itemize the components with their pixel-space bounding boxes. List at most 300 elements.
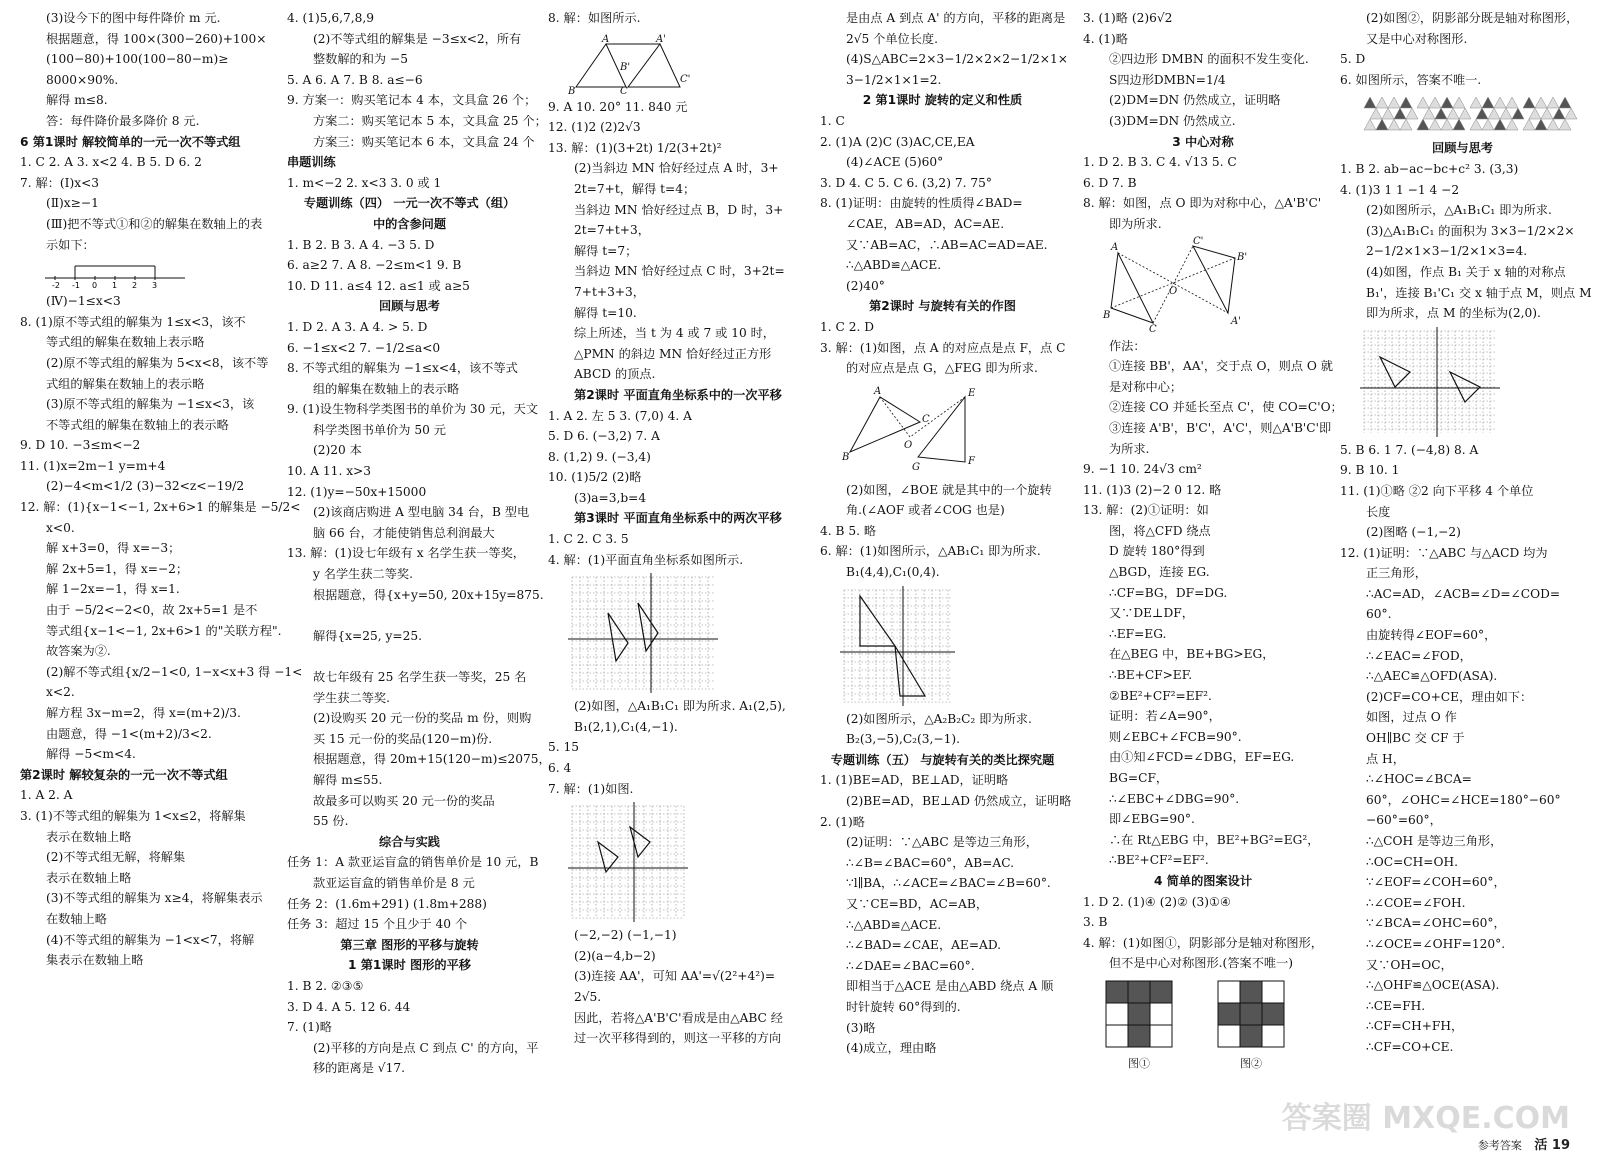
answer-line: 9. 方案一：购买笔记本 4 本，文具盒 26 个； <box>287 93 537 108</box>
answer-line: B₂(3,−5),C₂(3,−1). <box>846 732 961 747</box>
answer-line: 根据题意，得 100×(300−260)+100× <box>46 31 267 46</box>
answer-line: (2)证明：∵△ABC 是等边三角形， <box>846 835 1038 850</box>
section-heading: 第2课时 与旋转有关的作图 <box>869 299 1016 314</box>
answer-line: (2)如图，△A₁B₁C₁ 即为所求. A₁(2,5), <box>574 699 786 714</box>
section-heading: 6 第1课时 解较简单的一元一次不等式组 <box>20 134 241 149</box>
answer-line: 是对称中心； <box>1109 379 1183 394</box>
answer-line: ∴AC=AD，∠ACB=∠D=∠COD= <box>1366 586 1561 601</box>
answer-line: (4)不等式组的解集为 −1<x<7，将解 <box>46 932 255 947</box>
answer-line: 因此，若将△A'B'C'看成是由△ABC 经 <box>574 1010 783 1025</box>
answer-line: 等式组{x−1<−1, 2x+6>1 的"关联方程". <box>46 623 282 638</box>
answer-line: 8. 不等式组的解集为 −1≤x<4，该不等式 <box>287 361 518 376</box>
figure-label: C <box>922 413 930 425</box>
answer-line: 解得 m≤8. <box>46 93 108 108</box>
column-4 <box>820 8 1072 1123</box>
answer-line: 解得 m≤55. <box>313 772 383 787</box>
column-2 <box>287 8 551 1123</box>
tile-pattern-figure <box>1215 978 1287 1071</box>
answer-line: 5. 15 <box>548 740 580 755</box>
answer-line: (3)a=3,b=4 <box>574 490 647 505</box>
answer-line: 又∵DE⊥DF， <box>1109 606 1194 621</box>
answer-line: 5. A 6. A 7. B 8. a≤−6 <box>287 72 423 87</box>
answer-line: 在△BEG 中，BE+BG>EG， <box>1109 647 1275 662</box>
answer-line: (2)不等式组无解，将解集 <box>46 850 186 865</box>
section-heading: 综合与实践 <box>379 834 440 849</box>
answer-line: (3)不等式组的解集为 x≥4，将解集表示 <box>46 891 263 906</box>
footer-label: 参考答案 <box>1477 1139 1522 1152</box>
answer-line: ∴∠DAE=∠BAC=60°. <box>846 958 975 973</box>
number-line-figure <box>40 258 190 291</box>
answer-line: 8. (1)证明：由旋转的性质得∠BAD= <box>820 196 1023 211</box>
answer-line: S四边形DMBN=1/4 <box>1109 72 1226 87</box>
number-line-tick: 0 <box>92 281 98 291</box>
answer-line: 1. B 2. B 3. A 4. −3 5. D <box>287 237 435 252</box>
section-heading: 中的含参问题 <box>372 216 447 231</box>
column-3 <box>548 8 808 1123</box>
answer-line: 解得 t=7； <box>574 243 638 258</box>
column-1 <box>20 8 303 1123</box>
answer-line: 在数轴上略 <box>46 911 107 926</box>
answer-line: 8. (1)原不等式组的解集为 1≤x<3，该不 <box>20 314 246 329</box>
answer-line: ∴CF=CO+CE. <box>1366 1039 1454 1054</box>
answer-line: 任务 2：(1.6m+291) (1.8m+288) <box>287 896 487 911</box>
answer-line: 整数解的和为 −5 <box>313 52 408 67</box>
answer-line: 解得{x=25, y=25. <box>313 628 422 643</box>
number-line-tick: 3 <box>152 281 158 291</box>
answer-line: (3)△A₁B₁C₁ 的面积为 3×3−1/2×2× <box>1366 223 1575 238</box>
answer-line: 脑 66 台，才能使销售总利润最大 <box>313 525 495 540</box>
coordinate-grid-figure <box>1360 327 1500 437</box>
answer-line: 3. 解：(1)如图，点 A 的对应点是点 F，点 C <box>820 340 1066 355</box>
answer-line: (Ⅳ)−1≤x<3 <box>46 294 121 309</box>
answer-line: 2. (1)略 <box>820 814 865 829</box>
answer-line: 方案三：购买笔记本 6 本，文具盒 24 个 <box>313 134 535 149</box>
answer-line: (2)DM=DN 仍然成立，证明略 <box>1109 93 1281 108</box>
answer-line: 4. 解：(1)如图①，阴影部分是轴对称图形， <box>1083 935 1323 950</box>
answer-line: (100−80)+100(100−80−m)≥ <box>46 52 229 67</box>
answer-line: 1. C 2. C 3. 5 <box>548 532 629 547</box>
answer-line: 即相当于△ACE 是由△ABD 绕点 A 顺 <box>846 979 1054 994</box>
answer-line: 任务 3：超过 15 个且少于 40 个 <box>287 917 468 932</box>
answer-line: 1. C 2. D <box>820 319 874 334</box>
answer-line: 角.(∠AOF 或者∠COG 也是) <box>846 503 1005 518</box>
answer-line: 10. A 11. x>3 <box>287 464 372 479</box>
figure-label: C' <box>680 73 691 85</box>
answer-line: 11. (1)3 (2)−2 0 12. 略 <box>1083 482 1222 497</box>
answer-line: (2)(a−4,b−2) <box>574 948 656 963</box>
answer-line: (3)DM=DN 仍然成立. <box>1109 113 1236 128</box>
answer-line: ABCD 的顶点. <box>574 367 656 382</box>
answer-line: ∠CAE，AB=AD，AC=AE. <box>846 216 1005 231</box>
answer-line: 12. (1)2 (2)2√3 <box>548 120 641 135</box>
figure-label: B' <box>620 61 631 73</box>
answer-line: 由于 −5/2<−2<0，故 2x+5=1 是不 <box>46 603 258 618</box>
answer-line: (2)如图②，阴影部分既是轴对称图形， <box>1366 11 1579 25</box>
answer-line: ∴∠HOC=∠BCA= <box>1366 772 1472 787</box>
answer-line: 4. (1)略 <box>1083 31 1128 46</box>
answer-line: 但不是中心对称图形.(答案不唯一) <box>1109 956 1294 971</box>
answer-line: 组的解集在数轴上的表示略 <box>313 381 460 396</box>
figure-label: A <box>1111 241 1119 253</box>
answer-line: 即为所求. <box>1109 216 1162 231</box>
answer-line: 是由点 A 到点 A' 的方向，平移的距离是 <box>846 11 1066 25</box>
answer-line: 为所求. <box>1109 441 1150 456</box>
answer-line: (4)∠ACE (5)60° <box>846 155 944 170</box>
answer-line: 证明：若∠A=90°， <box>1109 709 1221 724</box>
answer-line: ②四边形 DMBN 的面积不发生变化. <box>1109 52 1309 67</box>
answer-line: 式组的解集在数轴上的表示略 <box>46 376 205 391</box>
answer-line: 解 1−2x=−1，得 x=1. <box>46 582 180 597</box>
answer-line: ∴CE=FH. <box>1366 998 1426 1013</box>
answer-line: 3. B <box>1083 915 1108 930</box>
answer-line: 则∠EBC+∠FCB=90°. <box>1109 729 1242 744</box>
answer-line: (4)S△ABC=2×3−1/2×2×2−1/2×1× <box>846 52 1068 67</box>
answer-line: (2)不等式组的解集是 −3≤x<2，所有 <box>313 31 522 46</box>
answer-line: 移的距离是 √17. <box>313 1061 405 1076</box>
answer-line: 60°. <box>1366 607 1392 622</box>
answer-line: (3)原不等式组的解集为 −1≤x<3，该 <box>46 397 255 412</box>
answer-line: ∴∠BAD=∠CAE，AE=AD. <box>846 938 1002 953</box>
answer-line: D 旋转 180°得到 <box>1109 544 1205 559</box>
answer-line: ∴EF=EG. <box>1109 626 1167 641</box>
answer-line: 故最多可以购买 20 元一份的奖品 <box>313 793 495 808</box>
section-heading: 回顾与思考 <box>379 299 440 314</box>
number-line-tick: -2 <box>52 281 60 291</box>
answer-line: 解方程 3x−m=2，得 x=(m+2)/3. <box>46 706 241 720</box>
answer-line: 科学类图书单价为 50 元 <box>313 422 446 437</box>
figure-label: A <box>602 33 610 45</box>
answer-line: 9. −1 10. 24√3 cm² <box>1083 462 1202 477</box>
answer-line: 又∵OH=OC， <box>1366 957 1453 972</box>
coordinate-grid-figure <box>568 573 718 693</box>
section-heading: 第2课时 解较复杂的一元一次不等式组 <box>20 767 228 782</box>
answer-line: (2)20 本 <box>313 443 362 458</box>
answer-line: (2)如图所示，△A₂B₂C₂ 即为所求. <box>846 711 1032 726</box>
figure-label: B <box>842 451 850 463</box>
answer-line: 55 份. <box>313 814 349 829</box>
answer-line: ∴∠EAC=∠FOD， <box>1366 648 1472 663</box>
answer-line: 9. (1)设生物科学类图书的单价为 30 元，天文 <box>287 402 539 417</box>
answer-line: (3)略 <box>846 1020 876 1035</box>
answer-line: 解 x+3=0，得 x=−3； <box>46 541 181 556</box>
answer-line: x<2. <box>46 685 75 700</box>
answer-line: 2t=7+t+3， <box>574 223 650 238</box>
triangle-pattern-figure <box>1360 93 1575 135</box>
answer-line: 6. −1≤x<2 7. −1/2≤a<0 <box>287 340 441 355</box>
answer-line: (Ⅱ)x≥−1 <box>46 196 99 211</box>
figure-label: B' <box>1237 251 1248 263</box>
answer-line: 12. 解：(1){x−1<−1, 2x+6>1 的解集是 −5/2< <box>20 500 301 515</box>
central-symmetry-figure <box>1103 235 1253 335</box>
tile-caption: 图① <box>1128 1056 1150 1070</box>
answer-line: 故答案为②. <box>46 644 111 659</box>
figure-label: A <box>874 385 882 397</box>
answer-line: 任务 1：A 款亚运盲盒的销售单价是 10 元，B <box>287 855 539 870</box>
answer-line: 款亚运盲盒的销售单价是 8 元 <box>313 875 475 890</box>
answer-line: (2)该商店购进 A 型电脑 34 台，B 型电 <box>313 505 530 520</box>
answer-line: (2)解不等式组{x/2−1<0, 1−x<x+3 得 −1< <box>46 664 303 679</box>
answer-line: 表示在数轴上略 <box>46 829 132 844</box>
page-footer <box>1478 1134 1570 1153</box>
answer-line: 6. 如图所示，答案不唯一. <box>1340 72 1482 87</box>
answer-line: ∵∠BCA=∠OHC=60°， <box>1366 916 1506 931</box>
tile-caption: 图② <box>1240 1056 1262 1070</box>
answer-line: 1. C <box>820 113 845 128</box>
answer-line: 12. (1)y=−50x+15000 <box>287 484 427 499</box>
answer-line: 3. D 4. A 5. 12 6. 44 <box>287 999 411 1014</box>
answer-line: 9. A 10. 20° 11. 840 元 <box>548 99 688 114</box>
answer-line: 时针旋转 60°得到的. <box>846 999 961 1014</box>
answer-line <box>287 646 532 667</box>
answer-line: 又∵AB=AC，∴AB=AC=AD=AE. <box>846 237 1048 252</box>
answer-line: 3. (1)略 (2)6√2 <box>1083 11 1173 25</box>
answer-line: ∵∠EOF=∠COH=60°， <box>1366 875 1506 890</box>
answer-line: 综上所述，当 t 为 4 或 7 或 10 时， <box>574 326 775 341</box>
answer-line: 解得 −5<m<4. <box>46 747 136 762</box>
number-line-tick: 2 <box>132 281 138 291</box>
answer-line <box>287 605 532 626</box>
answer-line: 点 H， <box>1366 751 1405 766</box>
answer-line: 1. D 2. A 3. A 4. > 5. D <box>287 319 428 334</box>
answer-line: 7. 解：(Ⅰ)x<3 <box>20 175 100 190</box>
column-6 <box>1340 8 1592 1123</box>
answer-line: ∴BE+CF>EF. <box>1109 668 1193 683</box>
answer-line: 11. (1)x=2m−1 y=m+4 <box>20 458 166 473</box>
answer-line: 3−1/2×1×1=2. <box>846 72 942 87</box>
answer-line: 1. B 2. ②③⑤ <box>287 978 364 993</box>
answer-line: 由旋转得∠EOF=60°， <box>1366 628 1497 643</box>
answer-line: 8000×90%. <box>46 72 119 87</box>
answer-line: ∴在 Rt△EBG 中，BE²+BG²=EG²， <box>1109 832 1320 847</box>
watermark: 答案圈 MXQE.COM <box>1281 1101 1570 1136</box>
answer-line: 解得 t=10. <box>574 305 637 320</box>
tile-pattern-figure <box>1103 978 1175 1071</box>
answer-line: (2)平移的方向是点 C 到点 C' 的方向，平 <box>313 1040 539 1055</box>
figure-label: C <box>620 85 628 97</box>
answer-line: 答：每件降价最多降价 8 元. <box>46 113 200 128</box>
section-heading: 串题训练 <box>287 155 336 170</box>
section-heading: 2 第1课时 旋转的定义和性质 <box>862 93 1023 108</box>
figure-label: E <box>968 387 976 399</box>
answer-line: 7+t+3+3， <box>574 284 645 299</box>
answer-line: 1. m<−2 2. x<3 3. 0 或 1 <box>287 175 442 190</box>
section-heading: 回顾与思考 <box>1432 141 1493 156</box>
number-line-tick: -1 <box>72 281 80 291</box>
answer-line: 4. B 5. 略 <box>820 523 877 538</box>
section-heading: 第2课时 平面直角坐标系中的一次平移 <box>574 387 782 402</box>
answer-line: 5. D 6. (−3,2) 7. A <box>548 429 660 444</box>
figure-label: B <box>1103 309 1111 321</box>
answer-line: ∴CF=BG，DF=DG. <box>1109 585 1228 600</box>
column-5 <box>1083 8 1343 1123</box>
answer-line: 6. 4 <box>548 761 572 776</box>
answer-line: 长度 <box>1366 504 1391 519</box>
answer-line: (−2,−2) (−1,−1) <box>574 928 677 943</box>
figure-label: A' <box>656 33 666 45</box>
number-line-tick: 1 <box>112 281 118 291</box>
answer-line: 10. (1)5/2 (2)略 <box>548 470 642 485</box>
answer-line: ②连接 CO 并延长至点 C'，使 CO=C'O； <box>1109 400 1343 415</box>
answer-line: 1. D 2. B 3. C 4. √13 5. C <box>1083 155 1237 170</box>
answer-line: 学生获二等奖. <box>313 690 390 705</box>
answer-line: 作法： <box>1109 338 1146 353</box>
answer-line: (2)原不等式组的解集为 5<x<8，该不等 <box>46 355 269 370</box>
figure-label: O <box>1169 285 1178 297</box>
answer-line: 8. 解：如图，点 O 即为对称中心，△A'B'C' <box>1083 196 1322 211</box>
answer-line: 集表示在数轴上略 <box>46 953 144 968</box>
answer-line: 的对应点是点 G，△FEG 即为所求. <box>846 361 1038 376</box>
section-heading: 专题训练（五） 与旋转有关的类比探究题 <box>830 752 1055 767</box>
answer-line: 2√5 个单位长度. <box>846 31 938 46</box>
answer-line: BG=CF， <box>1109 771 1169 785</box>
answer-line: 1. C 2. A 3. x<2 4. B 5. D 6. 2 <box>20 155 202 170</box>
section-heading: 3 中心对称 <box>1172 134 1234 149</box>
answer-line: (2)40° <box>846 278 885 293</box>
answer-line: ②BE²+CF²=EF². <box>1109 688 1212 703</box>
answer-line: ∴△AEC≌△OFD(ASA). <box>1366 669 1498 684</box>
answer-line: 即为所求，点 M 的坐标为(2,0). <box>1366 306 1541 321</box>
answer-line: 又是中心对称图形. <box>1366 31 1468 46</box>
answer-line: 3. (1)不等式组的解集为 1<x≤2，将解集 <box>20 808 246 823</box>
answer-line: (2)当斜边 MN 恰好经过点 A 时，3+ <box>574 161 779 176</box>
coordinate-grid-figure <box>568 802 688 922</box>
answer-line: 由题意，得 −1<(m+2)/3<2. <box>46 726 212 741</box>
answer-line: 6. a≥2 7. A 8. −2≤m<1 9. B <box>287 258 462 273</box>
answer-line: 7. (1)略 <box>287 1020 332 1035</box>
answer-line: (2)BE=AD，BE⊥AD 仍然成立，证明略 <box>846 794 1072 809</box>
answer-line: 2√5. <box>574 990 602 1004</box>
answer-line: 8. (1,2) 9. (−3,4) <box>548 449 651 464</box>
answer-line: 10. D 11. a≤4 12. a≤1 或 a≥5 <box>287 278 470 293</box>
answer-line: ③连接 A'B'，B'C'，A'C'，则△A'B'C'即 <box>1109 420 1332 435</box>
answer-line: 5. B 6. 1 7. (−4,8) 8. A <box>1340 442 1479 457</box>
answer-line: 1. A 2. 左 5 3. (7,0) 4. A <box>548 408 692 423</box>
translation-figure <box>568 32 698 97</box>
answer-line: (4)成立，理由略 <box>846 1041 937 1056</box>
tile-grid <box>1103 978 1175 1050</box>
answer-line: 图，将△CFD 绕点 <box>1109 523 1211 538</box>
answer-line: ∴△COH 是等边三角形， <box>1366 834 1503 848</box>
answer-line: 13. 解：(2)①证明：如 <box>1083 503 1209 518</box>
answer-line: (Ⅲ)把不等式①和②的解集在数轴上的表 <box>46 216 263 231</box>
figure-label: C' <box>1193 235 1204 247</box>
answer-line: 2. (1)A (2)C (3)AC,CE,EA <box>820 134 975 149</box>
answer-line: B₁(4,4),C₁(0,4). <box>846 565 940 580</box>
answer-line: △BGD，连接 EG. <box>1109 565 1210 580</box>
answer-line: 当斜边 MN 恰好经过点 B，D 时，3+ <box>574 202 784 217</box>
answer-line: 13. 解：(1)(3+2t) 1/2(3+2t)² <box>548 140 722 155</box>
answer-line: 2−1/2×1×3−1/2×1×3=4. <box>1366 244 1528 259</box>
answer-line: 6. D 7. B <box>1083 175 1137 190</box>
answer-line: 4. 解：(1)平面直角坐标系如图所示. <box>548 552 744 567</box>
section-heading: 第3课时 平面直角坐标系中的两次平移 <box>574 511 782 526</box>
answer-line: 5. D <box>1340 52 1366 67</box>
figure-label: B <box>568 85 576 97</box>
answer-line: ∵l∥BA，∴∠ACE=∠BAC=∠B=60°. <box>846 876 1051 891</box>
answer-line: 7. 解：(1)如图. <box>548 781 634 796</box>
figure-label: C <box>1149 323 1157 335</box>
rotation-figure <box>840 382 990 477</box>
answer-line: 13. 解：(1)设七年级有 x 名学生获一等奖， <box>287 546 525 561</box>
answer-line: ∴BE²+CF²=EF². <box>1109 853 1209 868</box>
answer-line: 当斜边 MN 恰好经过点 C 时，3+2t= <box>574 264 785 279</box>
answer-line: 12. (1)证明：∵△ABC 与△ACD 均为 <box>1340 545 1548 560</box>
answer-line: △PMN 的斜边 MN 恰好经过正方形 <box>574 346 772 361</box>
answer-line: 2t=7+t，解得 t=4； <box>574 181 696 196</box>
answer-line: (2)如图，∠BOE 就是其中的一个旋转 <box>846 482 1052 497</box>
answer-line: ∴△ABD≌△ACE. <box>846 917 942 932</box>
page-number: 活 19 <box>1534 1138 1570 1153</box>
answer-line: 正三角形， <box>1366 566 1427 581</box>
answer-line: (2)−4<m<1/2 (3)−32<z<−19/2 <box>46 479 245 494</box>
answer-line: (2)图略 (−1,−2) <box>1366 525 1461 540</box>
answer-line: (3)设今下的图中每件降价 m 元. <box>46 11 221 25</box>
figure-label: G <box>912 461 920 473</box>
answer-line: 11. (1)①略 ②2 向下平移 4 个单位 <box>1340 483 1534 498</box>
answer-line: 由①知∠FCD=∠DBG，EF=EG. <box>1109 750 1295 765</box>
answer-line: x<0. <box>46 520 75 535</box>
coordinate-grid-figure <box>840 586 955 706</box>
answer-line: 根据题意，得{x+y=50, 20x+15y=875. <box>313 587 544 602</box>
answer-line: 3. D 4. C 5. C 6. (3,2) 7. 75° <box>820 175 992 190</box>
answer-line: 9. D 10. −3≤m<−2 <box>20 438 141 453</box>
answer-line: ①连接 BB'，AA'，交于点 O，则点 O 就 <box>1109 359 1333 374</box>
answer-line: ∴CF=CH+FH， <box>1366 1019 1464 1034</box>
answer-line: 8. 解：如图所示. <box>548 11 641 25</box>
answer-line: ∴∠EBC+∠DBG=90°. <box>1109 791 1240 806</box>
answer-line: 9. B 10. 1 <box>1340 463 1400 478</box>
answer-line: 不等式组的解集在数轴上的表示略 <box>46 417 229 432</box>
answer-line: 4. (1)3 1 1 −1 4 −2 <box>1340 182 1460 197</box>
answer-line: 又∵CE=BD，AC=AB， <box>846 897 989 911</box>
answer-line: 如图，过点 O 作 <box>1366 710 1457 725</box>
answer-line: ∴OC=CH=OH. <box>1366 854 1458 869</box>
section-heading: 4 简单的图案设计 <box>1153 873 1253 888</box>
tile-grid <box>1215 978 1287 1050</box>
answer-line: 1. B 2. ab−ac−bc+c² 3. (3,3) <box>1340 161 1519 176</box>
answer-line: 买 15 元一份的奖品(120−m)份. <box>313 731 493 746</box>
answer-line: OH∥BC 交 CF 于 <box>1366 731 1465 746</box>
answer-line: 方案二：购买笔记本 5 本，文具盒 25 个； <box>313 113 547 128</box>
answer-line: B₁(2,1),C₁(4,−1). <box>574 719 678 734</box>
answer-line: ∴△ABD≌△ACE. <box>846 258 942 273</box>
answer-line: (3)连接 AA'，可知 AA'=√(2²+4²)= <box>574 969 776 984</box>
answer-line: y 名学生获二等奖. <box>313 567 413 582</box>
section-heading: 1 第1课时 图形的平移 <box>348 958 471 973</box>
section-heading: 专题训练（四） 一元一次不等式（组） <box>303 196 516 211</box>
figure-label: A' <box>1231 315 1241 327</box>
answer-line: ∴△OHF≌△OCE(ASA). <box>1366 978 1500 993</box>
figure-label: O <box>904 439 913 451</box>
answer-line: (4)如图，作点 B₁ 关于 x 轴的对称点 <box>1366 264 1566 279</box>
answer-line: 1. D 2. (1)④ (2)② (3)①④ <box>1083 894 1231 909</box>
answer-line: ∴∠B=∠BAC=60°，AB=AC. <box>846 855 1014 870</box>
answer-line: 根据题意，得 20m+15(120−m)≤2075， <box>313 752 551 767</box>
answer-line: (2)如图所示，△A₁B₁C₁ 即为所求. <box>1366 203 1552 218</box>
answer-line: 解 2x+5=1，得 x=−2； <box>46 561 189 576</box>
answer-line: 60°，∠OHC=∠HCE=180°−60° <box>1366 792 1561 807</box>
section-heading: 第三章 图形的平移与旋转 <box>340 937 479 952</box>
answer-line: 过一次平移得到的，则这一平移的方向 <box>574 1031 782 1046</box>
answer-line: ∴∠COE=∠FOH. <box>1366 895 1466 910</box>
answer-line: 故七年级有 25 名学生获一等奖，25 名 <box>313 670 527 684</box>
answer-line: 即∠EBG=90°. <box>1109 812 1195 827</box>
answer-line: 4. (1)5,6,7,8,9 <box>287 11 375 25</box>
answer-line: (2)CF=CO+CE，理由如下： <box>1366 689 1533 704</box>
answer-line: 1. A 2. A <box>20 788 73 803</box>
answer-line: ∴∠OCE=∠OHF=120°. <box>1366 936 1506 951</box>
answer-line: −60°=60°， <box>1366 813 1442 828</box>
